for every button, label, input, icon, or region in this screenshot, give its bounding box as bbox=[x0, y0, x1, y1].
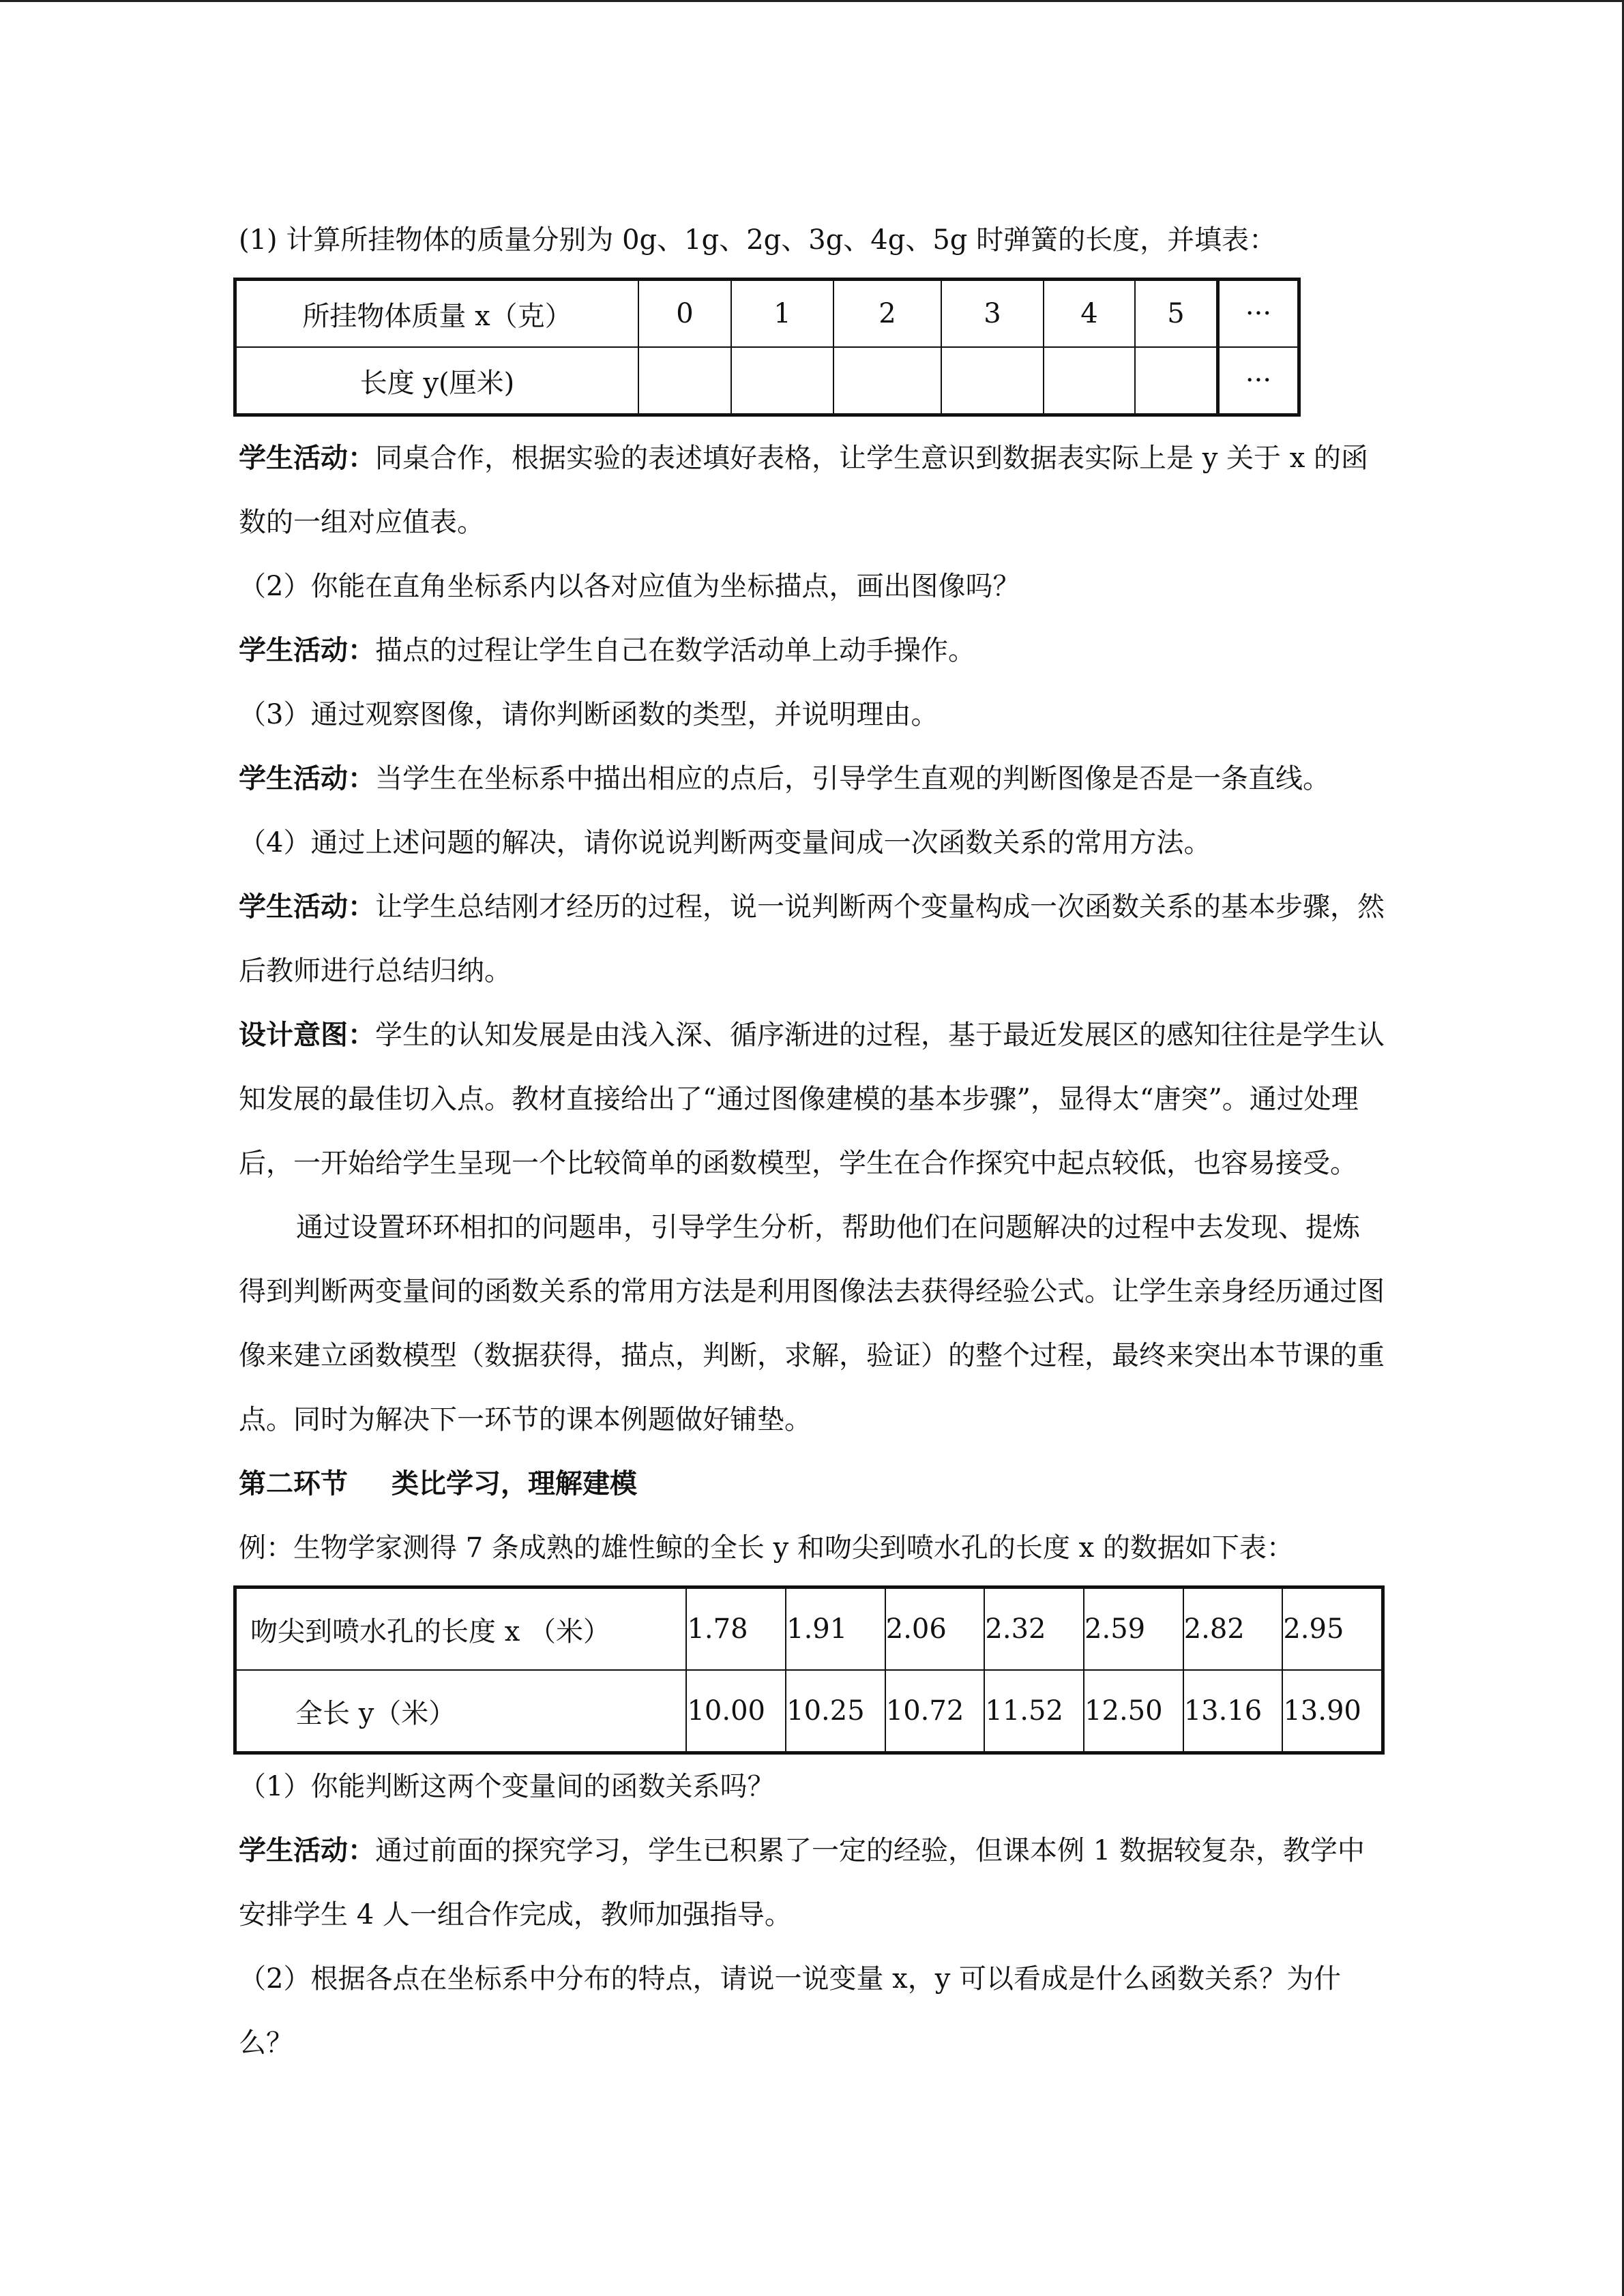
table-row bbox=[235, 280, 1299, 348]
student-activity-4 bbox=[239, 875, 1385, 1003]
table-cell: 10.72 bbox=[885, 1670, 985, 1753]
table-cell-ellipsis: ··· bbox=[1218, 280, 1299, 348]
student-activity-1 bbox=[239, 426, 1385, 554]
student-activity-3 bbox=[239, 747, 1385, 811]
design-intent-label: 设计意图： bbox=[239, 1019, 375, 1051]
table-header-length: 长度 y(厘米) bbox=[235, 347, 639, 415]
activity-label: 学生活动： bbox=[239, 634, 375, 666]
table-row bbox=[235, 347, 1299, 415]
table-cell-empty[interactable] bbox=[1044, 347, 1135, 415]
section-number: 第二环节 bbox=[239, 1467, 348, 1500]
section-heading bbox=[239, 1452, 1385, 1516]
question-4: （4）通过上述问题的解决，请你说说判断两变量间成一次函数关系的常用方法。 bbox=[239, 827, 1211, 859]
question-1: (1) 计算所挂物体的质量分别为 0g、1g、2g、3g、4g、5g 时弹簧的长度，并填表： bbox=[239, 224, 1277, 256]
table-cell-empty[interactable] bbox=[731, 347, 833, 415]
table-row bbox=[235, 1670, 1383, 1753]
table-header-y: 全长 y（米） bbox=[235, 1670, 687, 1753]
document-body bbox=[239, 208, 1385, 2075]
table-cell-empty[interactable] bbox=[941, 347, 1044, 415]
student-activity-5 bbox=[239, 1819, 1385, 1947]
spring-length-table bbox=[233, 278, 1301, 417]
activity-text: 同桌合作，根据实验的表述填好表格，让学生意识到数据表实际上是 y 关于 x 的函数的一组对应值表。 bbox=[239, 443, 1369, 538]
table-header-x: 吻尖到喷水孔的长度 x （米） bbox=[235, 1587, 687, 1671]
table-cell: 2.95 bbox=[1282, 1587, 1383, 1671]
design-intent-text: 学生的认知发展是由浅入深、循序渐进的过程，基于最近发展区的感知往往是学生认知发展的最佳切入点。教材直接给出了“通过图像建模的基本步骤”，显得太“唐突”。通过处理后，一开始给学生呈现一个比较简单的函数模型，学生在合作探究中起点较低，也容易接受。 bbox=[239, 1019, 1385, 1179]
table-cell: 2.32 bbox=[984, 1587, 1084, 1671]
table-cell: 10.00 bbox=[686, 1670, 786, 1753]
table-cell: 12.50 bbox=[1084, 1670, 1183, 1753]
table-cell: 13.90 bbox=[1282, 1670, 1383, 1753]
table-cell: 1.91 bbox=[786, 1587, 885, 1671]
activity-label: 学生活动： bbox=[239, 442, 375, 474]
activity-label: 学生活动： bbox=[239, 762, 375, 794]
activity-text: 通过前面的探究学习，学生已积累了一定的经验，但课本例 1 数据较复杂，教学中安排学生 4 人一组合作完成，教师加强指导。 bbox=[239, 1835, 1365, 1930]
table-header-mass: 所挂物体质量 x（克） bbox=[235, 280, 639, 348]
section-name: 类比学习，理解建模 bbox=[392, 1467, 637, 1500]
table-row bbox=[235, 1587, 1383, 1671]
table-cell: 4 bbox=[1044, 280, 1135, 348]
example-question-2: （2）根据各点在坐标系中分布的特点，请说一说变量 x，y 可以看成是什么函数关系？为什么？ bbox=[239, 1963, 1342, 2059]
table-cell: 2.82 bbox=[1183, 1587, 1283, 1671]
activity-label: 学生活动： bbox=[239, 891, 375, 923]
activity-text: 当学生在坐标系中描出相应的点后，引导学生直观的判断图像是否是一条直线。 bbox=[375, 763, 1330, 794]
example-intro: 例：生物学家测得 7 条成熟的雄性鲸的全长 y 和吻尖到喷水孔的长度 x 的数据如下表： bbox=[239, 1532, 1294, 1564]
table-cell: 1.78 bbox=[686, 1587, 786, 1671]
table-cell: 1 bbox=[731, 280, 833, 348]
student-activity-2 bbox=[239, 618, 1385, 683]
activity-text: 让学生总结刚才经历的过程，说一说判断两个变量构成一次函数关系的基本步骤，然后教师进行总结归纳。 bbox=[239, 891, 1385, 987]
table-cell: 5 bbox=[1135, 280, 1218, 348]
question-2: （2）你能在直角坐标系内以各对应值为坐标描点，画出图像吗？ bbox=[239, 571, 1020, 602]
summary-paragraph: 通过设置环环相扣的问题串，引导学生分析，帮助他们在问题解决的过程中去发现、提炼得到判断两变量间的函数关系的常用方法是利用图像法去获得经验公式。让学生亲身经历通过图像来建立函数模型（数据获得，描点，判断，求解，验证）的整个过程，最终来突出本节课的重点。同时为解决下一环节的课本例题做好铺垫。 bbox=[239, 1212, 1385, 1435]
table-cell: 2.59 bbox=[1084, 1587, 1183, 1671]
activity-label: 学生活动： bbox=[239, 1834, 375, 1866]
table-cell: 2.06 bbox=[885, 1587, 985, 1671]
table-cell-empty[interactable] bbox=[1135, 347, 1218, 415]
whale-data-table bbox=[233, 1585, 1385, 1755]
table-cell-empty[interactable] bbox=[833, 347, 941, 415]
table-cell: 11.52 bbox=[984, 1670, 1084, 1753]
table-cell: 10.25 bbox=[786, 1670, 885, 1753]
table-cell: 2 bbox=[833, 280, 941, 348]
table-cell: 3 bbox=[941, 280, 1044, 348]
table-cell: 0 bbox=[638, 280, 731, 348]
table-cell: 13.16 bbox=[1183, 1670, 1283, 1753]
table-cell-ellipsis: ··· bbox=[1218, 347, 1299, 415]
activity-text: 描点的过程让学生自己在数学活动单上动手操作。 bbox=[375, 635, 975, 666]
example-question-1: （1）你能判断这两个变量间的函数关系吗？ bbox=[239, 1771, 775, 1802]
table-cell-empty[interactable] bbox=[638, 347, 731, 415]
design-intent bbox=[239, 1003, 1385, 1195]
question-3: （3）通过观察图像，请你判断函数的类型，并说明理由。 bbox=[239, 699, 939, 730]
